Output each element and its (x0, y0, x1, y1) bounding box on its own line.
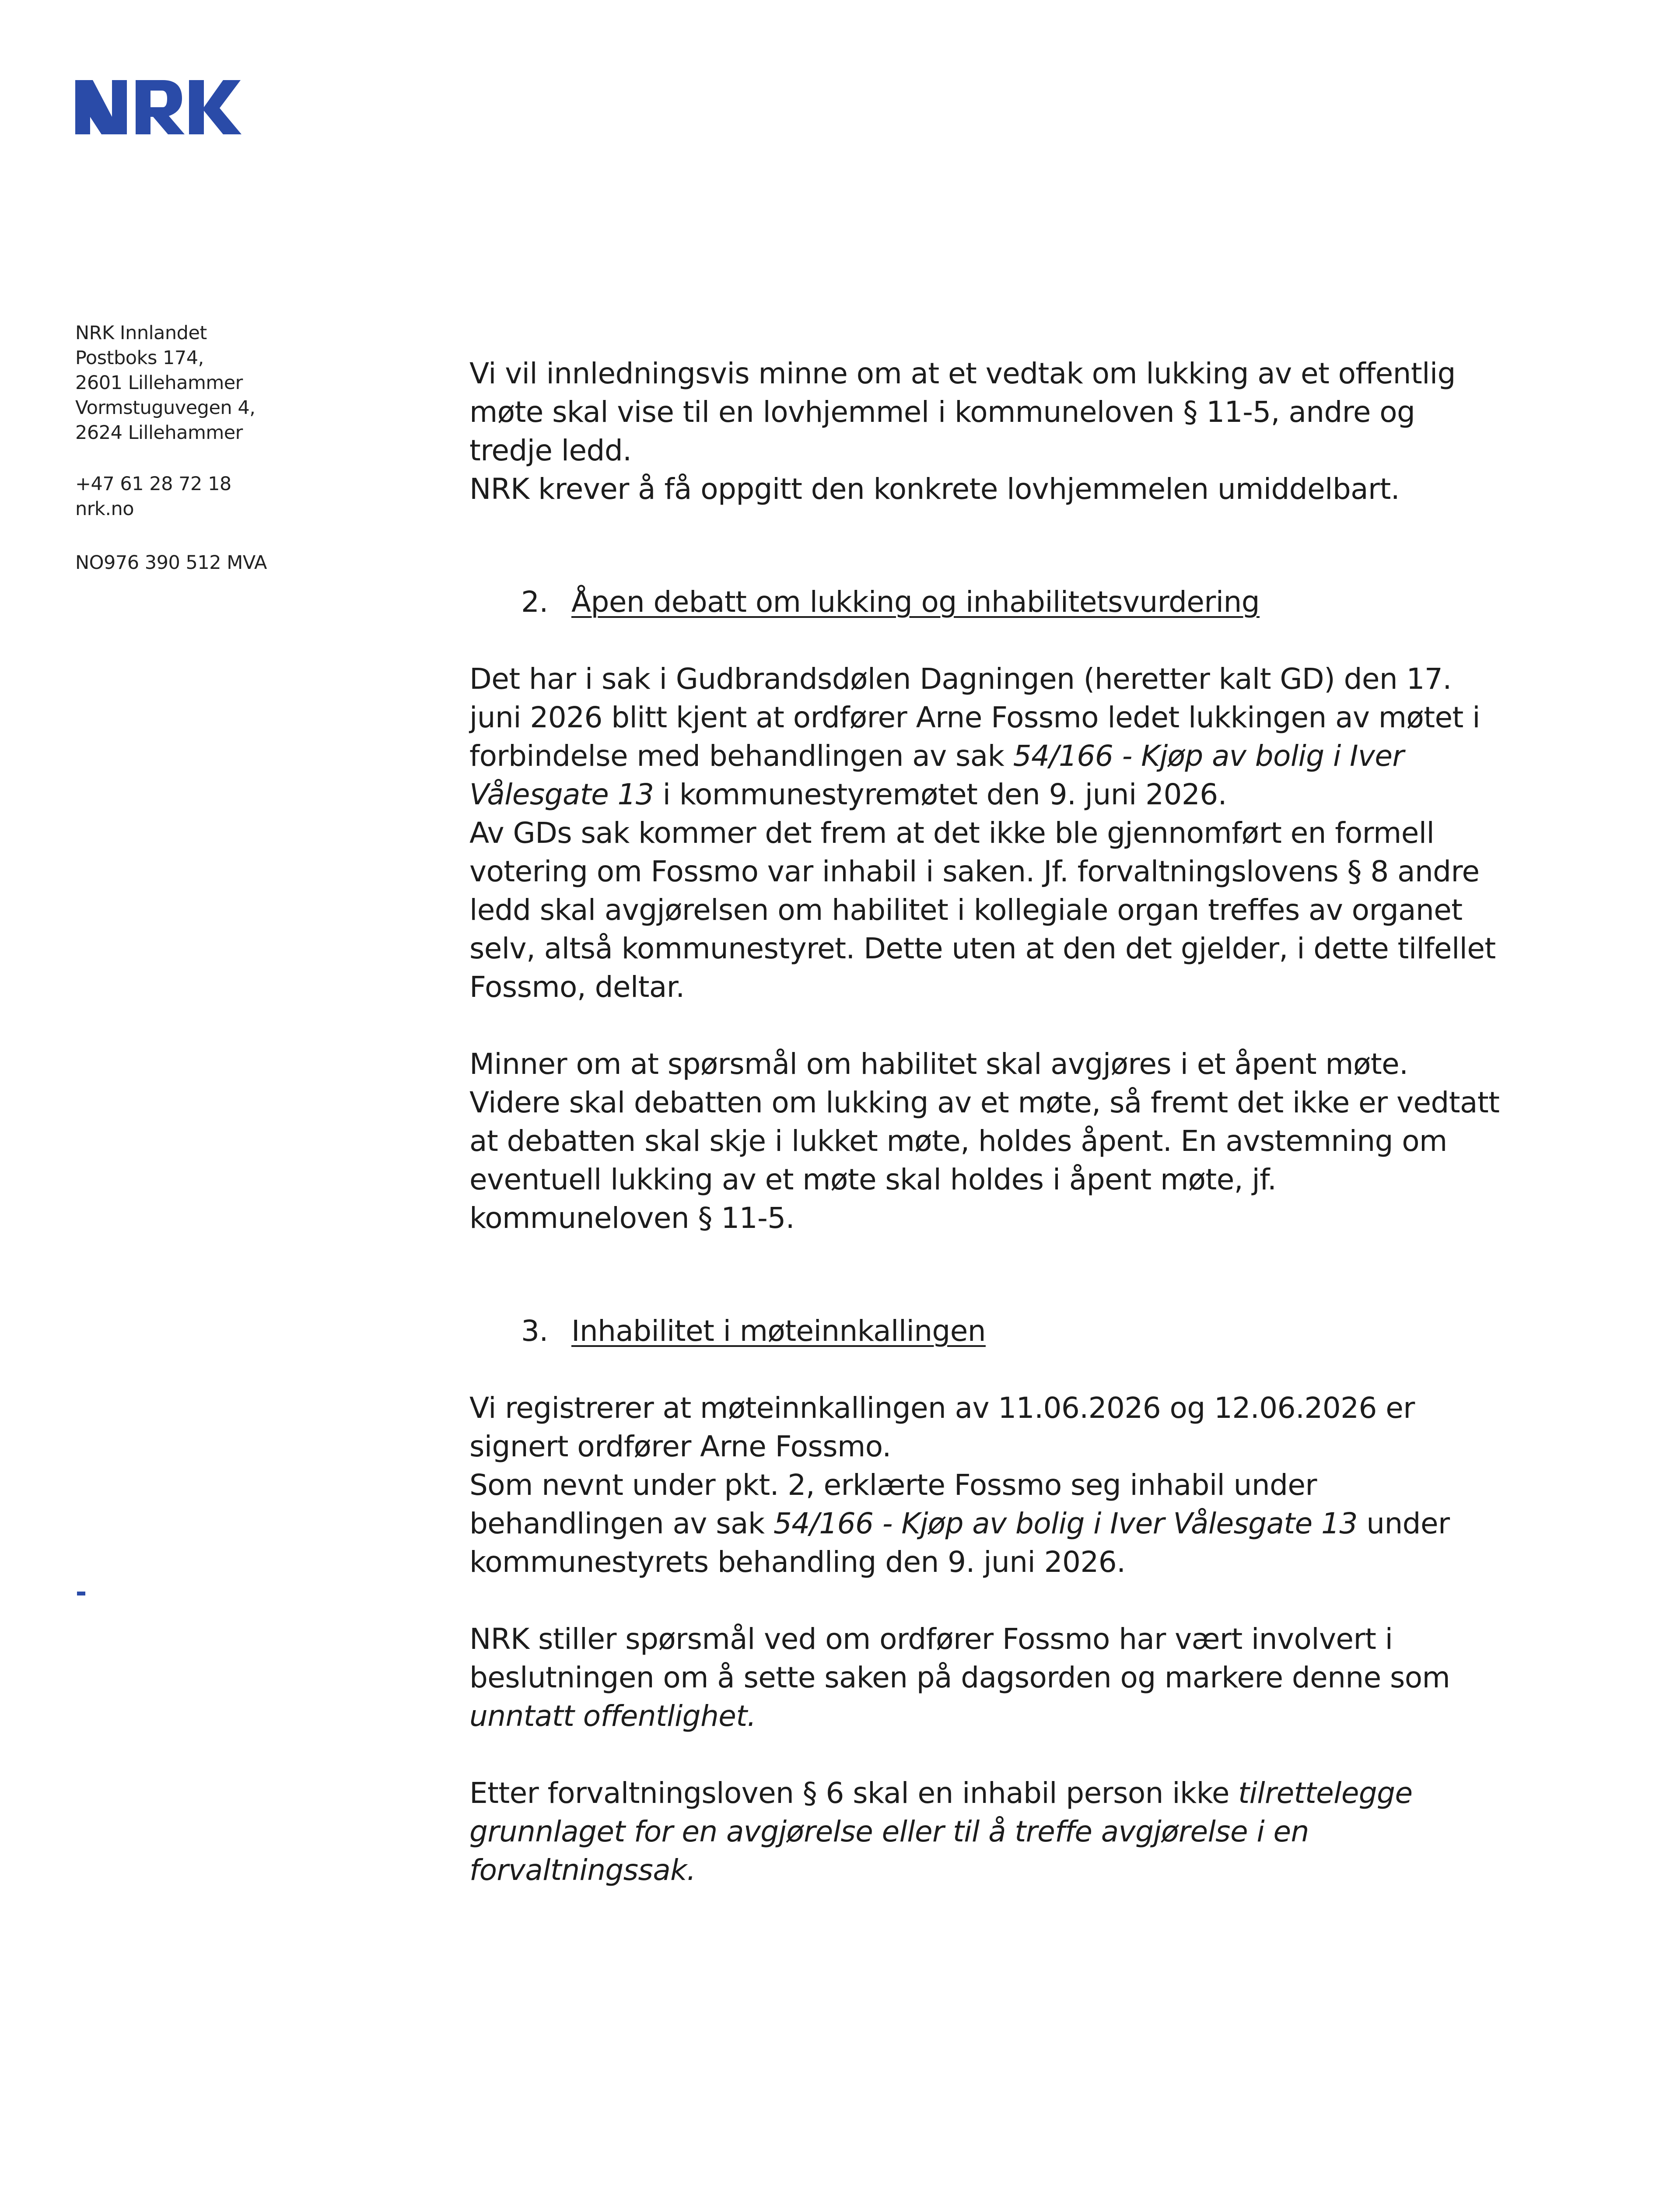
section-3-heading (469, 1312, 1502, 1350)
phone-number: +47 61 28 72 18 (75, 473, 231, 495)
address-line: Vormstuguvegen 4, (75, 397, 256, 419)
section-3-paragraph-2: Som nevnt under pkt. 2, erklærte Fossmo seg inhabil under behandlingen av sak 54/166 - Kjøp av bolig i Iver Vålesgate 13 under kommunestyrets behandling den 9. juni 2026. (469, 1468, 1450, 1579)
sender-info (75, 321, 303, 575)
website: nrk.no (75, 498, 134, 520)
section-2-paragraph-3: Minner om at spørsmål om habilitet skal avgjøres i et åpent møte. Videre skal debatten om lukking av et møte, så fremt det ikke er vedtatt at debatten skal skje i lukket møte, holdes åpent. En avstemning om eventuell lukking av et møte skal holdes i åpent møte, jf. kommuneloven § 11-5. (469, 1047, 1500, 1235)
section-number: 3. (521, 1314, 548, 1348)
intro-demand: NRK krever å få oppgitt den konkrete lovhjemmelen umiddelbart. (469, 472, 1400, 506)
address-line: 2624 Lillehammer (75, 422, 243, 444)
address-line: Postboks 174, (75, 347, 204, 369)
section-2-paragraph-1: Det har i sak i Gudbrandsdølen Dagningen (heretter kalt GD) den 17. juni 2026 blitt kjent at ordfører Arne Fossmo ledet lukkingen av møtet i forbindelse med behandlingen av sak 54/166 - Kjøp av bolig i Iver Vålesgate 13 i kommunestyremøtet den 9. juni 2026. (469, 662, 1480, 811)
margin-mark (77, 1592, 85, 1595)
section-2-paragraph-2: Av GDs sak kommer det frem at det ikke ble gjennomført en formell votering om Fossmo var inhabil i saken. Jf. forvaltningslovens § 8 andre ledd skal avgjørelsen om habilitet i kollegiale organ treffes av organet selv, altså kommunestyret. Dette uten at den det gjelder, i dette tilfellet Fossmo, deltar. (469, 816, 1496, 1004)
intro-paragraph: Vi vil innledningsvis minne om at et vedtak om lukking av et offentlig møte skal vise til en lovhjemmel i kommuneloven § 11-5, andre og tredje ledd. (469, 357, 1456, 467)
section-3-paragraph-4: Etter forvaltningsloven § 6 skal en inhabil person ikke tilrettelegge grunnlaget for en avgjørelse eller til å treffe avgjørelse i en forvaltningssak. (469, 1776, 1413, 1887)
address-line: NRK Innlandet (75, 322, 207, 344)
section-number: 2. (521, 585, 548, 619)
section-title: Inhabilitet i møteinnkallingen (571, 1314, 986, 1348)
section-2-heading (469, 583, 1502, 621)
org-number: NO976 390 512 MVA (75, 552, 267, 574)
nrk-logo (75, 77, 242, 138)
address-line: 2601 Lillehammer (75, 372, 243, 394)
section-3-paragraph-1: Vi registrerer at møteinnkallingen av 11.06.2026 og 12.06.2026 er signert ordfører Arne Fossmo. (469, 1391, 1415, 1463)
case-reference: 54/166 - Kjøp av bolig i Iver Vålesgate 13 (773, 1507, 1358, 1540)
section-title: Åpen debatt om lukking og inhabilitetsvurdering (571, 585, 1260, 619)
section-3-paragraph-3: NRK stiller spørsmål ved om ordfører Fossmo har vært involvert i beslutningen om å sette saken på dagsorden og markere denne som unntatt offentlighet. (469, 1622, 1450, 1733)
letter-body (469, 354, 1502, 1890)
case-reference: 54/166 - Kjøp av bolig i Iver Vålesgate 13 (469, 739, 1404, 811)
